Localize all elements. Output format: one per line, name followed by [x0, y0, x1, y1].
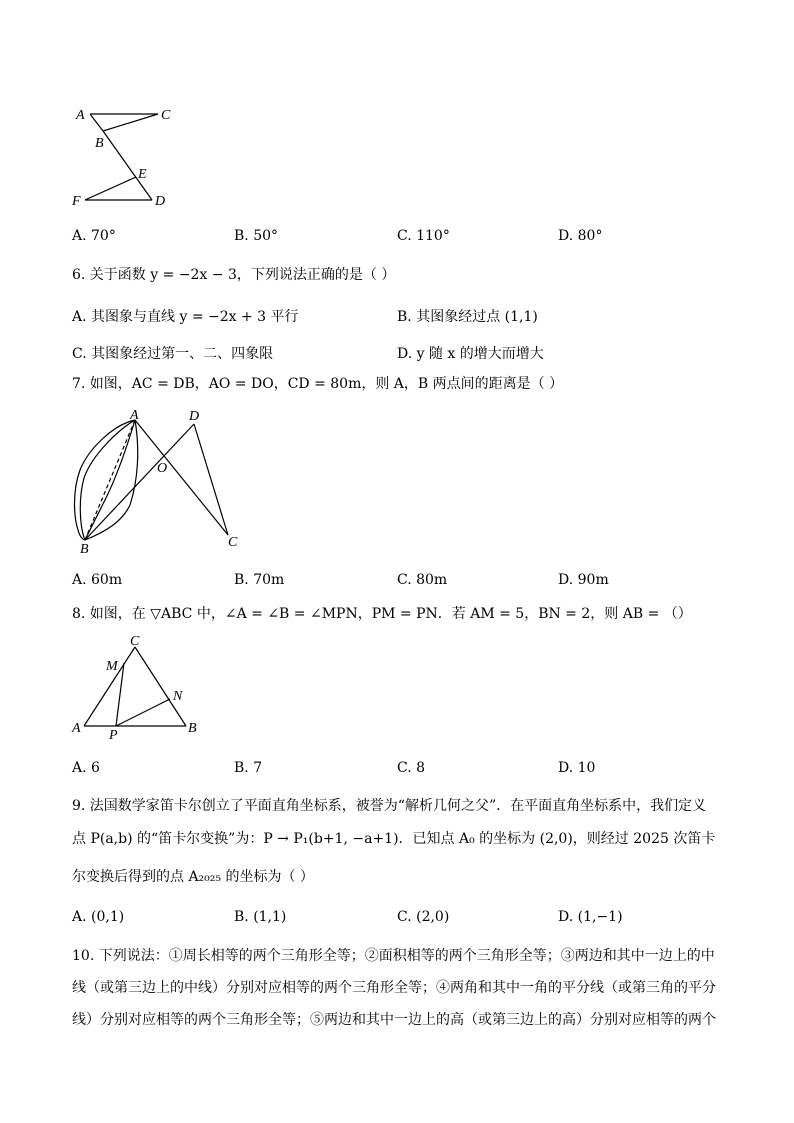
q9-option-a: A. (0,1) — [72, 909, 125, 925]
q7-option-c: C. 80m — [397, 572, 448, 588]
fig7-label-D: D — [189, 409, 200, 424]
q8-option-d: D. 10 — [558, 760, 596, 776]
q5-option-b: B. 50° — [234, 228, 279, 244]
q9-option-d: D. (1,−1) — [558, 909, 623, 925]
q8-option-c: C. 8 — [397, 760, 426, 776]
q9-option-c: C. (2,0) — [397, 909, 450, 925]
fig8-label-N: N — [173, 689, 183, 704]
q8-option-a: A. 6 — [72, 760, 100, 776]
fig7-label-A: A — [130, 408, 139, 423]
fig5-label-F: F — [72, 194, 81, 209]
q8-option-b: B. 7 — [234, 760, 263, 776]
fig5-label-C: C — [161, 108, 171, 123]
fig8-label-A: A — [72, 721, 81, 736]
q7-option-a: A. 60m — [72, 572, 123, 588]
q9-line3: 尔变换后得到的点 A₂₀₂₅ 的坐标为（ ） — [72, 869, 314, 885]
q10-line3: 线）分别对应相等的两个三角形全等；⑤两边和其中一边上的高（或第三边上的高）分别对应相等的两个 — [72, 1012, 716, 1028]
q5-option-d: D. 80° — [558, 228, 603, 244]
q10-line1: 10. 下列说法：①周长相等的两个三角形全等；②面积相等的两个三角形全等；③两边和其中一边上的中 — [72, 948, 715, 964]
q5-option-a: A. 70° — [72, 228, 116, 244]
q9-line1: 9. 法国数学家笛卡尔创立了平面直角坐标系，被誉为“解析几何之父”．在平面直角坐标系中，我们定义 — [72, 798, 707, 814]
q6-option-a: A. 其图象与直线 y = −2x + 3 平行 — [72, 309, 299, 325]
q6-option-b: B. 其图象经过点 (1,1) — [397, 309, 538, 325]
fig8-label-M: M — [106, 659, 118, 674]
q6-option-c: C. 其图象经过第一、二、四象限 — [72, 346, 274, 362]
fig5-label-E: E — [138, 167, 147, 182]
fig8-label-B: B — [188, 721, 197, 736]
q7-option-b: B. 70m — [234, 572, 285, 588]
figure-q7 — [0, 400, 300, 560]
fig7-label-B: B — [80, 542, 89, 557]
q7-stem: 7. 如图，AC = DB，AO = DO，CD = 80m，则 A，B 两点间的距离是（ ） — [72, 376, 564, 392]
q5-option-c: C. 110° — [397, 228, 450, 244]
figure-q5 — [0, 0, 794, 220]
fig5-label-D: D — [155, 194, 166, 209]
q7-option-d: D. 90m — [558, 572, 609, 588]
q10-line2: 线（或第三边上的中线）分别对应相等的两个三角形全等；④两角和其中一角的平分线（或第三角的平分 — [72, 980, 716, 996]
figure-q8 — [0, 630, 300, 745]
fig7-label-C: C — [228, 535, 238, 550]
fig7-label-O: O — [157, 461, 168, 476]
q9-option-b: B. (1,1) — [234, 909, 287, 925]
q6-stem: 6. 关于函数 y = −2x − 3，下列说法正确的是（ ） — [72, 267, 396, 283]
fig8-label-P: P — [109, 728, 118, 743]
q9-line2: 点 P(a,b) 的“笛卡尔变换”为：P → P₁(b+1, −a+1)．已知点 A₀ 的坐标为 (2,0)，则经过 2025 次笛卡 — [72, 831, 716, 847]
fig5-label-A: A — [76, 108, 85, 123]
q8-stem: 8. 如图，在 ▽ABC 中，∠A = ∠B = ∠MPN，PM = PN．若 AM = 5，BN = 2，则 AB = （） — [72, 606, 692, 622]
fig5-label-B: B — [95, 136, 104, 151]
q6-option-d: D. y 随 x 的增大而增大 — [397, 346, 544, 362]
fig8-label-C: C — [130, 634, 140, 649]
